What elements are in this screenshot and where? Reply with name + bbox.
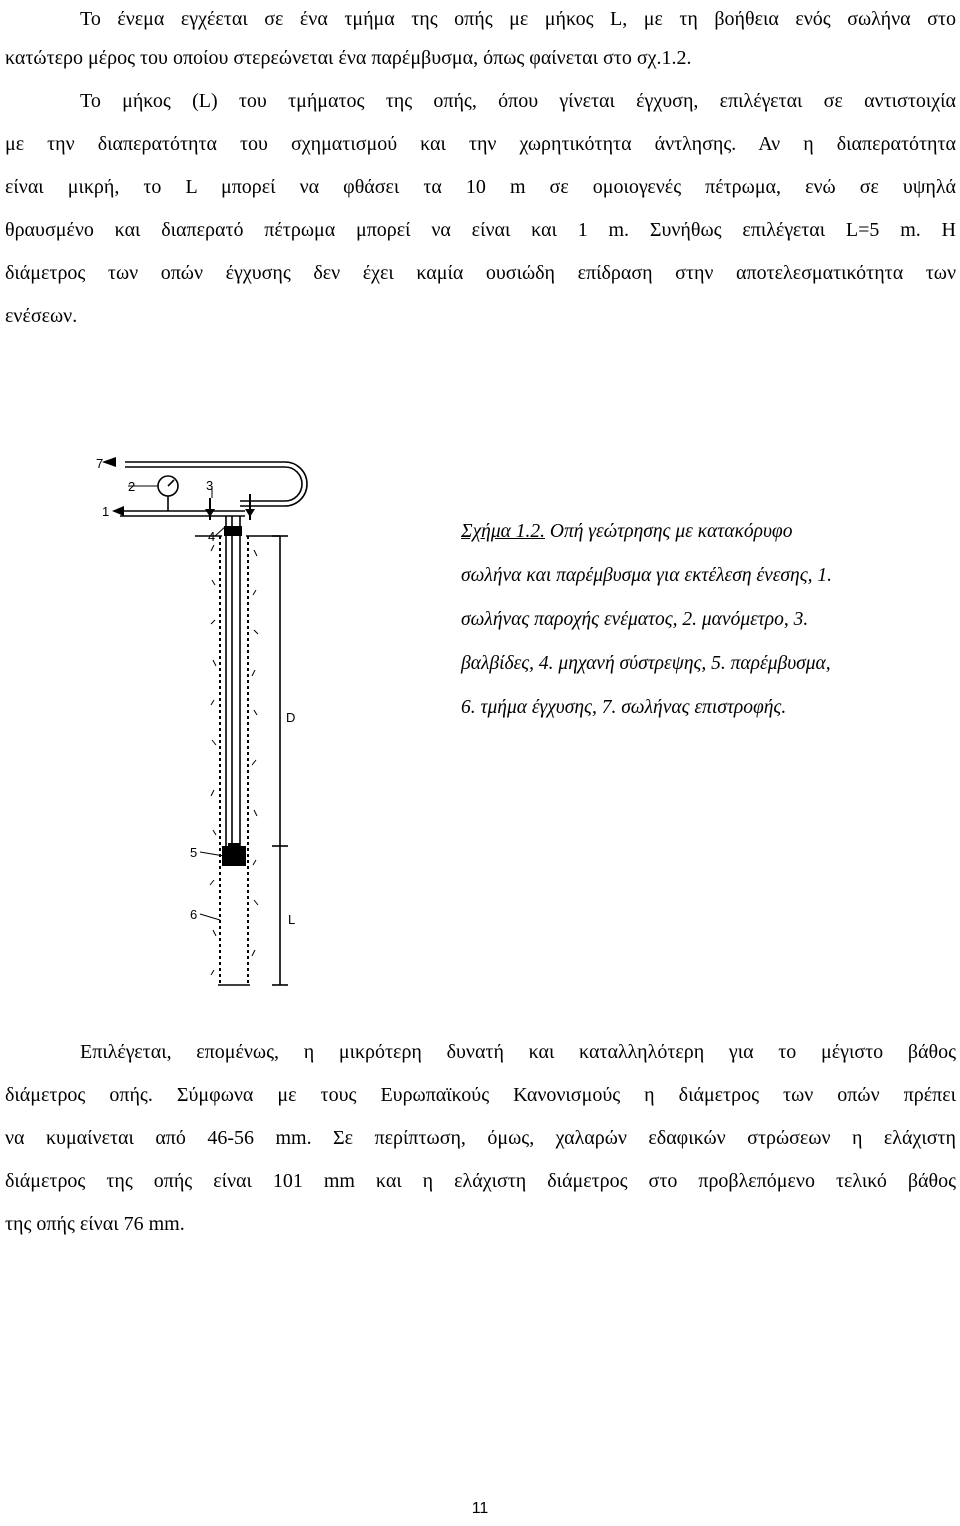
- page-number: 11: [471, 1500, 489, 1517]
- caption-label: Σχήμα 1.2.: [461, 521, 545, 542]
- paragraph-3-line-1: Επιλέγεται, επομένως, η μικρότερη δυνατή και καταλληλότερη για το μέγιστο βάθος: [80, 1041, 956, 1063]
- paragraph-2-line-5: διάμετρος των οπών έγχυσης δεν έχει καμία ουσιώδη επίδραση στην αποτελεσματικότητα των: [5, 262, 956, 284]
- caption-line-3: σωλήνας παροχής ενέματος, 2. μανόμετρο, 3.: [461, 609, 809, 630]
- return-pipe: [125, 462, 307, 506]
- label-7: 7: [96, 456, 104, 471]
- paragraph-3-line-3: να κυμαίνεται από 46-56 mm. Σε περίπτωση, όμως, χαλαρών εδαφικών στρώσεων η ελάχιστη: [5, 1127, 956, 1149]
- paragraph-3-line-2: διάμετρος οπής. Σύμφωνα με τους Ευρωπαϊκούς Κανονισμούς η διάμετρος των οπών πρέπει: [5, 1084, 956, 1106]
- borehole-diagram: [90, 440, 330, 1000]
- caption-line-1: Σχήμα 1.2. Οπή γεώτρησης με κατακόρυφο: [461, 521, 793, 542]
- paragraph-1-line-1: Το ένεμα εγχέεται σε ένα τμήμα της οπής με μήκος L, με τη βοήθεια ενός σωλήνα στο: [80, 8, 956, 30]
- label-D: D: [286, 710, 296, 725]
- paragraph-2-line-3: είναι μικρή, το L μπορεί να φθάσει τα 10 m σε ομοιογενές πέτρωμα, ενώ σε υψηλά: [5, 176, 956, 198]
- caption-line-5: 6. τμήμα έγχυσης, 7. σωλήνας επιστροφής.: [461, 697, 787, 718]
- paragraph-2-line-6: ενέσεων.: [5, 305, 78, 327]
- label-5: 5: [190, 845, 198, 860]
- label-1: 1: [102, 504, 110, 519]
- label-4: 4: [208, 529, 216, 544]
- label-3: 3: [206, 478, 214, 493]
- paragraph-1-line-2: κατώτερο μέρος του οποίου στερεώνεται ένα παρέμβυσμα, όπως φαίνεται στο σχ.1.2.: [5, 47, 692, 69]
- twisting-device: [224, 526, 242, 536]
- paragraph-2-line-2: με την διαπερατότητα του σχηματισμού και την χωρητικότητα άντλησης. Αν η διαπερατότητα: [5, 133, 956, 155]
- paragraph-2-line-4: θραυσμένο και διαπερατό πέτρωμα μπορεί να είναι και 1 m. Συνήθως επιλέγεται L=5 m. Η: [5, 219, 956, 241]
- paragraph-2-line-1: Το μήκος (L) του τμήματος της οπής, όπου γίνεται έγχυση, επιλέγεται σε αντιστοιχία: [80, 90, 956, 112]
- caption-line-4: βαλβίδες, 4. μηχανή σύστρεψης, 5. παρέμβυσμα,: [461, 653, 831, 674]
- paragraph-3-line-5: της οπής είναι 76 mm.: [5, 1213, 185, 1235]
- label-2: 2: [128, 479, 136, 494]
- label-6: 6: [190, 907, 198, 922]
- label-L: L: [288, 912, 296, 927]
- caption-line-2: σωλήνα και παρέμβυσμα για εκτέλεση ένεσης, 1.: [461, 565, 832, 586]
- paragraph-3-line-4: διάμετρος της οπής είναι 101 mm και η ελάχιστη διάμετρος στο προβλεπόμενο τελικό βάθος: [5, 1170, 956, 1192]
